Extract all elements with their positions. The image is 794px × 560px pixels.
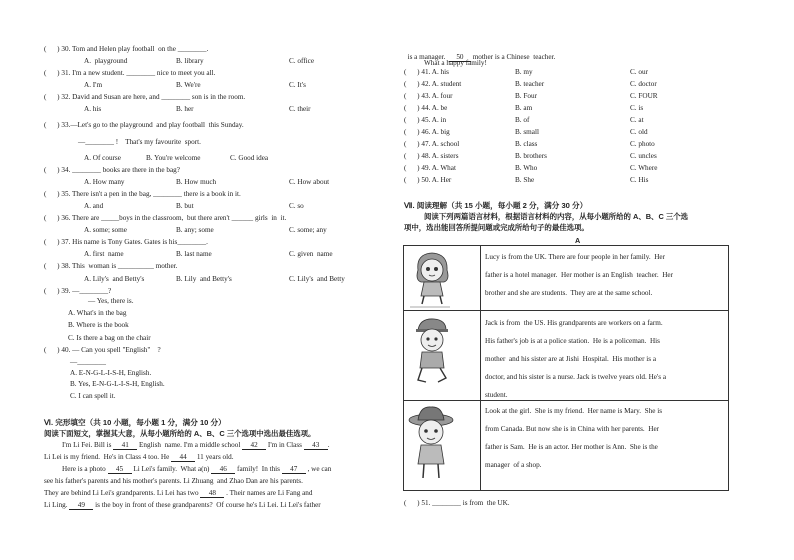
cloze-blank: 41 [113, 442, 137, 450]
reading-line: His father's job is at a police station. He is a policeman. His [485, 337, 660, 345]
question-stem: ( ) 35. There isn't a pen in the bag, ________ there is a book in it. [44, 190, 241, 198]
passage-line [44, 502, 321, 510]
answer-option: A. and [84, 202, 104, 210]
reading-line: Jack is from the US. His grandparents are workers on a farm. [485, 319, 663, 327]
question-51: ( ) 51. ________ is from the UK. [404, 499, 510, 507]
reading-line: mother and his sister are at Jishi Hospital. His mother is a [485, 355, 657, 363]
question-stem: ( ) 39. —________? [44, 287, 112, 295]
option-b: B. She [515, 176, 535, 184]
option-b: B. Who [515, 164, 538, 172]
answer-option: C. office [289, 57, 315, 65]
passage-line [62, 466, 331, 474]
option-b: B. my [515, 68, 533, 76]
reading-line: manager of a shop. [485, 461, 542, 469]
passage-text: . [327, 441, 330, 449]
answer-option: —________ ! That's my favourite sport. [78, 138, 201, 146]
question-stem: ( ) 33.—Let's go to the playground and play football this Sunday. [44, 121, 244, 129]
answer-option: A. Of course [84, 154, 121, 162]
option-b: B. am [515, 104, 533, 112]
table-row-divider [403, 310, 728, 311]
answer-option: B. You're welcome [146, 154, 201, 162]
answer-option: A. Lily's and Betty's [84, 275, 145, 283]
cloze-blank: 43 [304, 442, 328, 450]
option-b: B. class [515, 140, 538, 148]
reading-line: Lucy is from the UK. There are four people in her family. Her [485, 253, 666, 261]
passage-closing: What a happy family! [424, 59, 487, 67]
option-a: ( ) 48. A. sisters [404, 152, 459, 160]
option-c: C. uncles [630, 152, 657, 160]
answer-option: A. How many [84, 178, 125, 186]
option-b: B. brothers [515, 152, 547, 160]
answer-option: B. but [176, 202, 194, 210]
answer-option: B. How much [176, 178, 217, 186]
answer-option: B. last name [176, 250, 212, 258]
cloze-blank: 49 [69, 502, 93, 510]
table-divider [480, 245, 481, 490]
answer-option: C. Good idea [230, 154, 269, 162]
option-c: C. at [630, 116, 644, 124]
passage-text: family! In this [235, 465, 282, 473]
answer-option: C. some; any [289, 226, 327, 234]
answer-option: A. his [84, 105, 102, 113]
passage-line [62, 442, 330, 450]
cloze-blank: 44 [171, 454, 195, 462]
passage-line [44, 490, 312, 498]
answer-option: A. E-N-G-L-I-S-H, English. [70, 369, 152, 377]
passage-text: Li Lei is my friend. He's in Class 4 too. He [44, 453, 172, 461]
reading-line: father is Sam. He is an actor. Her mother is Ann. She is the [485, 443, 658, 451]
option-c: C. FOUR [630, 92, 658, 100]
answer-option: C. Lily's and Betty [289, 275, 345, 283]
reading-line: brother and she are students. They are at the same school. [485, 289, 653, 297]
passage-text: Li Lei's family. What a(n) [131, 465, 212, 473]
answer-option: C. Is there a bag on the chair [68, 334, 151, 342]
cloze-blank: 42 [242, 442, 266, 450]
option-c: C. His [630, 176, 649, 184]
answer-option: B. her [176, 105, 194, 113]
answer-option: C. their [289, 105, 311, 113]
reading-line: from Canada. But now she is in China with her parents. Her [485, 425, 660, 433]
question-stem: ( ) 38. This woman is __________ mother. [44, 262, 178, 270]
answer-option: —________ [70, 358, 106, 366]
reading-line: father is a hotel manager. Her mother is an English teacher. Her [485, 271, 674, 279]
option-a: ( ) 50. A. Her [404, 176, 452, 184]
option-a: ( ) 49. A. What [404, 164, 456, 172]
answer-option: C. How about [289, 178, 330, 186]
passage-text: They are behind Li Lei's grandparents. Li Lei has two [44, 489, 201, 497]
answer-option: A. some; some [84, 226, 127, 234]
question-stem: ( ) 30. Tom and Helen play football on the ________. [44, 45, 209, 53]
answer-option: C. so [289, 202, 304, 210]
passage-a-label: A [575, 236, 581, 245]
answer-option: B. We're [176, 81, 201, 89]
answer-option: B. library [176, 57, 204, 65]
option-b: B. teacher [515, 80, 545, 88]
option-a: ( ) 46. A. big [404, 128, 450, 136]
section-7-title: Ⅶ. 阅读理解（共 15 小题，每小题 2 分，满分 30 分） [404, 201, 588, 210]
passage-text: I'm Li Fei. Bill is [62, 441, 114, 449]
passage-text: , we can [305, 465, 332, 473]
option-b: B. small [515, 128, 539, 136]
option-a: ( ) 45. A. in [404, 116, 447, 124]
boy-cartoon-icon [408, 316, 456, 386]
answer-option: A. playground [84, 57, 128, 65]
passage-text: . Their names are Li Fang and [224, 489, 313, 497]
girl-with-hat-cartoon-icon [406, 404, 456, 482]
option-c: C. is [630, 104, 644, 112]
option-a: ( ) 47. A. school [404, 140, 460, 148]
option-c: C. Where [630, 164, 658, 172]
cloze-blank: 47 [282, 466, 306, 474]
option-a: ( ) 44. A. be [404, 104, 448, 112]
answer-option: C. It's [289, 81, 306, 89]
section-7-instructions-2: 项中，选出能回答所提问题或完成所给句子的最佳选项。 [404, 223, 589, 232]
answer-option: A. first name [84, 250, 124, 258]
option-a: ( ) 42. A. student [404, 80, 462, 88]
answer-option: A. What's in the bag [68, 309, 127, 317]
option-b: B. of [515, 116, 530, 124]
option-a: ( ) 41. A. his [404, 68, 449, 76]
answer-option: C. given name [289, 250, 333, 258]
section-6-title: Ⅵ. 完形填空（共 10 小题，每小题 1 分，满分 10 分） [44, 418, 226, 427]
answer-option: B. Lily and Betty's [176, 275, 232, 283]
cloze-blank: 48 [200, 490, 224, 498]
answer-option: A. I'm [84, 81, 103, 89]
table-row-divider [403, 400, 728, 401]
passage-line [44, 454, 234, 462]
answer-option: — Yes, there is. [88, 297, 134, 305]
passage-line [44, 478, 303, 485]
option-c: C. doctor [630, 80, 657, 88]
reading-line: Look at the girl. She is my friend. Her name is Mary. She is [485, 407, 662, 415]
answer-option: B. Yes, E-N-G-L-I-S-H, English. [70, 380, 165, 388]
question-stem: ( ) 32. David and Susan are here, and ________ son is in the room. [44, 93, 246, 101]
reading-line: doctor, and his sister is a nurse. Jack is twelve years old. He's a [485, 373, 667, 381]
passage-text: is the boy in front of these grandparents? Of course he's Li Lei. Li Lei's father [93, 501, 321, 509]
answer-option: C. I can spell it. [70, 392, 116, 400]
girl-cartoon-icon [410, 250, 455, 308]
section-7-instructions-1: 阅读下列两篇语言材料，根据语言材料的内容，从每小题所给的 A、B、C 三个选 [424, 212, 689, 221]
option-b: B. Four [515, 92, 537, 100]
passage-continuation: is a manager. 50 mother is a Chinese teacher. [407, 53, 556, 62]
option-c: C. old [630, 128, 648, 136]
passage-text: English name. I'm a middle school [137, 441, 243, 449]
question-stem: ( ) 34. ________ books are there in the bag? [44, 166, 180, 174]
question-stem: ( ) 37. His name is Tony Gates. Gates is his________. [44, 238, 208, 246]
reading-line: student. [485, 391, 508, 399]
cloze-blank: 45 [108, 466, 132, 474]
answer-option: B. any; some [176, 226, 214, 234]
question-stem: ( ) 40. — Can you spell "English" ? [44, 346, 161, 354]
question-stem: ( ) 36. There are _____boys in the classroom, but there aren't ______ girls in it. [44, 214, 287, 222]
question-stem: ( ) 31. I'm a new student. ________ nice to meet you all. [44, 69, 216, 77]
passage-text: Li Ling. [44, 501, 70, 509]
passage-text: see his father's parents and his mother's parents. Li Zhuang and Zhao Dan are his parents. [44, 477, 303, 485]
option-a: ( ) 43. A. four [404, 92, 453, 100]
option-c: C. our [630, 68, 648, 76]
cloze-blank: 46 [211, 466, 235, 474]
passage-text: 11 years old. [195, 453, 234, 461]
passage-text: I'm in Class [266, 441, 304, 449]
option-c: C. photo [630, 140, 655, 148]
section-6-instructions: 阅读下面短文，掌握其大意，从每小题所给的 A、B、C 三个选项中选出最佳选项。 [44, 429, 316, 438]
answer-option: B. Where is the book [68, 321, 129, 329]
passage-text: Here is a photo [62, 465, 108, 473]
